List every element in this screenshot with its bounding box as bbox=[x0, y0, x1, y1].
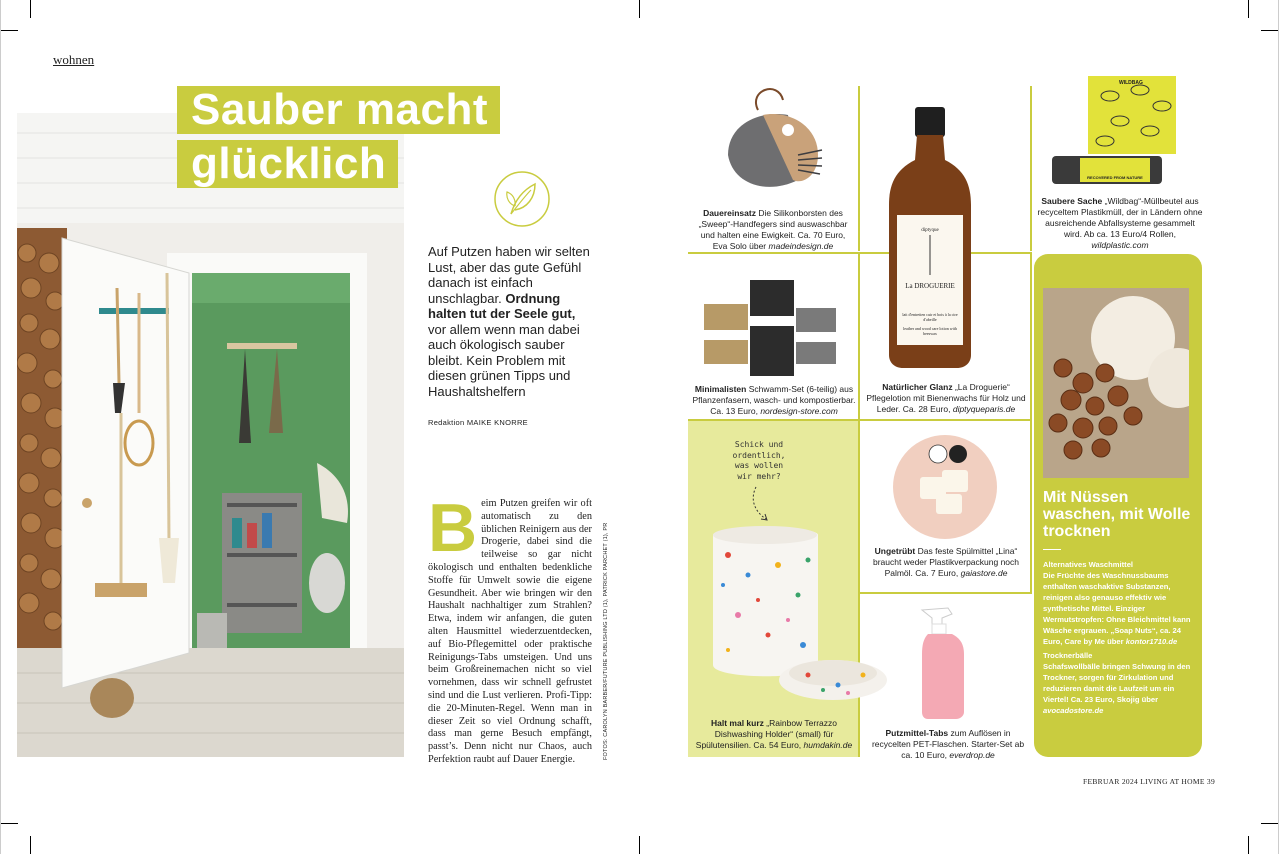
crop-mark bbox=[30, 0, 31, 18]
product-image-terrazzo-holder bbox=[708, 525, 888, 705]
crop-mark bbox=[1261, 30, 1279, 31]
info-box-subhead-1: Alternatives Waschmittel bbox=[1043, 560, 1134, 569]
grid-line bbox=[1030, 419, 1032, 594]
section-label: wohnen bbox=[53, 52, 95, 67]
intro-text-tail: vor allem wenn man dabei auch ökologisch sauber bleibt. Kein Problem mit diesen grünen Tipps und Haushaltshelfern bbox=[428, 321, 580, 399]
body-paragraph: eim Putzen greifen wir oft automatisch zu den üblichen Reinigern aus der Drogerie, dabei sind die teilweise so gar nicht ökologisch und enthalten bedenkliche Stoffe für Umwelt sowie die eigene Gesundheit. Aber wie bringen wir den Haushalt nachhaltiger zum Strahlen? Etwa, indem wir anfangen, die guten alten Hausmittel wiederzuentdecken, auf Bio-Pflegemittel oder praktische Reinigungs-Tabs umsteigen. Und uns beim Großreinemachen nicht so viel vornehmen, dass wir schnell gefrustet sind und die Lust verlieren. Profi-Tipp: die 20-Minuten-Regel. Wenn man in dieser Zeit so viel Ordnung schafft, dass man gerne Besuch empfängt, passt’s. Denn nicht nur Chaos, auch Perfektion raubt auf Dauer Energie. bbox=[428, 498, 592, 765]
caption-sponges-bold: Minimalisten bbox=[694, 384, 747, 394]
info-box-shop-1: kontor1710.de bbox=[1125, 637, 1178, 646]
leaf-icon bbox=[493, 170, 551, 228]
caption-droguerie-text: „La Droguerie“ Pflegelotion mit Bienenwachs für Holz und Leder. Ca. 28 Euro, bbox=[866, 382, 1026, 414]
caption-droguerie bbox=[864, 382, 1028, 415]
info-box-paragraph-2: Schafswollbälle bringen Schwung in den Trockner, sorgen für Zirkulation und reduzieren damit die Laufzeit um ein Viertel! Ca. 23 Euro, Skojig über bbox=[1043, 662, 1191, 704]
page-folio: FEBRUAR 2024 LIVING AT HOME 39 bbox=[1083, 777, 1215, 786]
bottle-label-top: diptyque bbox=[921, 228, 939, 233]
crop-mark bbox=[639, 836, 640, 854]
caption-droguerie-shop: diptyqueparis.de bbox=[952, 404, 1016, 414]
caption-sponges-shop: nordesign-store.com bbox=[760, 406, 838, 416]
caption-everdrop-text: zum Auflösen in recycelten PET-Flaschen. Starter-Set ab ca. 10 Euro, bbox=[871, 728, 1025, 760]
hero-photo-cleaning-closet bbox=[17, 113, 404, 757]
intro-text bbox=[428, 244, 593, 399]
crop-mark bbox=[1248, 836, 1249, 854]
crop-mark bbox=[0, 823, 18, 824]
info-box-divider bbox=[1043, 549, 1061, 550]
grid-line bbox=[688, 252, 1032, 254]
intro-text-bold: Ordnung halten tut der Seele gut, bbox=[428, 290, 576, 321]
page-title-line-2: glücklich bbox=[177, 140, 398, 188]
info-box-shop-2: avocadostore.de bbox=[1043, 706, 1104, 715]
page-title-line-1: Sauber macht bbox=[177, 86, 500, 134]
caption-everdrop-bold: Putzmittel-Tabs bbox=[885, 728, 949, 738]
product-image-wildbag bbox=[1050, 76, 1176, 188]
product-image-sweep-brush bbox=[718, 80, 828, 205]
product-image-sponge-set bbox=[700, 280, 840, 378]
product-image-everdrop-spray bbox=[918, 604, 970, 720]
caption-wildbag bbox=[1036, 196, 1204, 251]
body-text bbox=[428, 490, 592, 767]
byline: Redaktion MAIKE KNORRE bbox=[428, 418, 528, 427]
wildbag-roll-text: RECOVERED FROM NATURE bbox=[1087, 175, 1143, 180]
caption-lina-bold: Ungetrübt bbox=[874, 546, 916, 556]
intro-text-lead: Auf Putzen haben wir selten Lust, aber das gute Gefühl danach ist einfach unschlagbar. bbox=[428, 244, 590, 306]
info-box-subhead-2: Trocknerbälle bbox=[1043, 651, 1093, 660]
crop-mark bbox=[639, 0, 640, 18]
caption-everdrop-shop: everdrop.de bbox=[949, 750, 995, 760]
info-box-text bbox=[1043, 559, 1193, 716]
caption-sweep-text: Die Silikonborsten des „Sweep“-Handfegers sind auswaschbar und halten eine Ewigkeit. Ca. 70 Euro, Eva Solo über bbox=[698, 208, 848, 251]
bottle-label-en: leather and wood care lotion with beeswax bbox=[903, 326, 957, 336]
caption-wildbag-shop: wildplastic.com bbox=[1091, 240, 1149, 250]
photo-credit-text: FOTOS: CAROLYN BARBER/FUTURE PUBLISHING LTD (1), PATRICK PARCHET (1), PR bbox=[603, 522, 609, 760]
product-image-lina-soap bbox=[890, 432, 1000, 542]
caption-terrazzo-bold: Halt mal kurz bbox=[711, 718, 764, 728]
caption-sweep-shop: madeindesign.de bbox=[768, 241, 834, 251]
grid-line bbox=[858, 252, 860, 420]
handwritten-note: Schick und ordentlich, was wollen wir mehr? bbox=[732, 440, 786, 481]
caption-lina bbox=[864, 546, 1028, 579]
caption-everdrop bbox=[868, 728, 1028, 761]
caption-terrazzo-shop: humdakin.de bbox=[803, 740, 853, 750]
bottle-label-fr: lait d'entretien cuir et bois à la cire d'abeille bbox=[902, 312, 958, 322]
grid-line bbox=[858, 86, 860, 251]
caption-droguerie-bold: Natürlicher Glanz bbox=[882, 382, 953, 392]
crop-mark bbox=[1261, 823, 1279, 824]
caption-wildbag-bold: Saubere Sache bbox=[1041, 196, 1103, 206]
photo-soap-nuts-wool-balls bbox=[1043, 288, 1189, 478]
grid-line bbox=[1030, 252, 1032, 420]
crop-mark bbox=[1248, 0, 1249, 18]
caption-terrazzo bbox=[694, 718, 854, 751]
grid-line bbox=[1030, 86, 1032, 251]
crop-mark bbox=[0, 30, 18, 31]
caption-sponges bbox=[692, 384, 856, 417]
caption-terrazzo-text: „Rainbow Terrazzo Dishwashing Holder“ (small) für Spülutensilien. Ca. 54 Euro, bbox=[695, 718, 837, 750]
wildbag-pack-logo: WILDBAG bbox=[1119, 80, 1143, 86]
caption-sweep bbox=[693, 208, 853, 252]
info-box-paragraph-1: Die Früchte des Waschnussbaums enthalten waschaktive Substanzen, reinigen also genauso effektiv wie synthetische Mittel. Einziger Wermutstropfen: Ohne Bleichmittel kann Wäsche ergrauen. „Soap Nuts“, ca. 24 Euro, Care by Me über bbox=[1043, 571, 1191, 646]
caption-wildbag-text: „Wildbag“-Müllbeutel aus recyceltem Plastikmüll, der in Ländern ohne ausreichende Abfallsysteme gesammelt wird. Ab ca. 13 Euro/4 Rollen, bbox=[1037, 196, 1203, 239]
caption-sponges-text: Schwamm-Set (6-teilig) aus Pflanzenfasern, wasch- und kompostierbar. Ca. 13 Euro, bbox=[692, 384, 856, 416]
page-edge-left bbox=[0, 0, 1, 854]
photo-credit bbox=[603, 500, 613, 760]
bottle-label-brand: La DROGUERIE bbox=[905, 282, 955, 290]
crop-mark bbox=[30, 836, 31, 854]
caption-sweep-bold: Dauereinsatz bbox=[703, 208, 756, 218]
caption-lina-shop: gaiastore.de bbox=[960, 568, 1008, 578]
caption-lina-text: Das feste Spülmittel „Lina“ braucht weder Plastikverpackung noch Palmöl. Ca. 7 Euro, bbox=[873, 546, 1019, 578]
drop-cap: B bbox=[428, 490, 478, 566]
arrow-icon bbox=[748, 485, 778, 525]
info-box-heading: Mit Nüssen waschen, mit Wolle trocknen bbox=[1043, 489, 1191, 540]
